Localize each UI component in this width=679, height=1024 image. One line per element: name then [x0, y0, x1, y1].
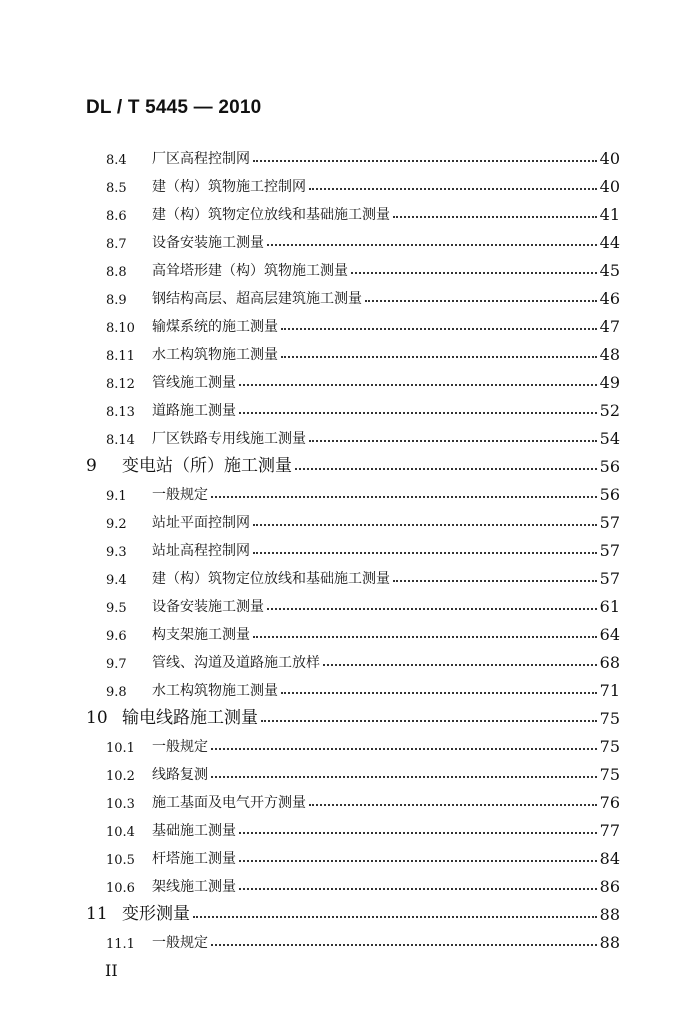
toc-section-entry[interactable]	[86, 756, 620, 784]
toc-entry-title: 管线、沟道及道路施工放样	[152, 655, 320, 671]
toc-section-entry[interactable]	[86, 140, 620, 168]
dot-leader	[239, 888, 597, 890]
toc-section-entry[interactable]	[86, 364, 620, 392]
dot-leader	[253, 160, 597, 162]
toc-entry-page: 40	[599, 149, 620, 168]
toc-section-entry[interactable]	[86, 280, 620, 308]
dot-leader	[309, 188, 597, 190]
toc-entry-number: 10.2	[106, 769, 135, 784]
toc-entry-page: 56	[599, 457, 620, 476]
toc-entry-page: 41	[599, 205, 620, 224]
toc-entry-title: 水工构筑物施工测量	[152, 347, 278, 363]
toc-entry-title: 架线施工测量	[152, 879, 236, 895]
dot-leader	[309, 804, 597, 806]
dot-leader	[193, 916, 597, 918]
toc-entry-title: 输电线路施工测量	[122, 708, 258, 728]
dot-leader	[351, 272, 597, 274]
dot-leader	[239, 384, 597, 386]
toc-entry-page: 75	[599, 737, 620, 756]
toc-entry-title: 一般规定	[152, 935, 208, 951]
dot-leader	[295, 468, 597, 470]
toc-entry-page: 88	[599, 933, 620, 952]
toc-entry-page: 54	[599, 429, 620, 448]
toc-entry-page: 64	[599, 625, 620, 644]
dot-leader	[365, 300, 597, 302]
toc-entry-title: 站址高程控制网	[152, 543, 250, 559]
dot-leader	[281, 328, 597, 330]
toc-entry-number: 10.1	[106, 741, 135, 756]
toc-entry-page: 61	[599, 597, 620, 616]
toc-entry-page: 57	[599, 569, 620, 588]
toc-entry-page: 52	[599, 401, 620, 420]
toc-entry-page: 56	[599, 485, 620, 504]
dot-leader	[211, 496, 597, 498]
dot-leader	[239, 832, 597, 834]
toc-entry-page: 45	[599, 261, 620, 280]
toc-entry-page: 49	[599, 373, 620, 392]
toc-entry-title: 建（构）筑物施工控制网	[152, 179, 306, 195]
toc-entry-number: 8.7	[106, 237, 127, 252]
toc-entry-number: 8.6	[106, 209, 127, 224]
toc-section-entry[interactable]	[86, 420, 620, 448]
toc-entry-number: 8.4	[106, 153, 127, 168]
toc-section-entry[interactable]	[86, 336, 620, 364]
toc-entry-title: 管线施工测量	[152, 375, 236, 391]
toc-entry-title: 高耸塔形建（构）筑物施工测量	[152, 263, 348, 279]
toc-entry-page: 46	[599, 289, 620, 308]
toc-section-entry[interactable]	[86, 616, 620, 644]
dot-leader	[253, 552, 597, 554]
table-of-contents	[86, 140, 620, 952]
toc-entry-title: 线路复测	[152, 767, 208, 783]
toc-entry-title: 施工基面及电气开方测量	[152, 795, 306, 811]
dot-leader	[211, 748, 597, 750]
toc-entry-title: 基础施工测量	[152, 823, 236, 839]
dot-leader	[393, 216, 597, 218]
dot-leader	[281, 356, 597, 358]
toc-entry-number: 8.11	[106, 349, 135, 364]
document-code-header: DL / T 5445 — 2010	[86, 97, 262, 118]
toc-entry-title: 杆塔施工测量	[152, 851, 236, 867]
page-number: II	[105, 961, 118, 980]
dot-leader	[261, 720, 597, 722]
toc-entry-title: 构支架施工测量	[152, 627, 250, 643]
toc-entry-page: 77	[599, 821, 620, 840]
toc-section-entry[interactable]	[86, 532, 620, 560]
toc-entry-number: 9.1	[106, 489, 127, 504]
toc-entry-title: 道路施工测量	[152, 403, 236, 419]
toc-section-entry[interactable]	[86, 588, 620, 616]
toc-section-entry[interactable]	[86, 476, 620, 504]
toc-section-entry[interactable]	[86, 868, 620, 896]
toc-entry-page: 48	[599, 345, 620, 364]
toc-section-entry[interactable]	[86, 812, 620, 840]
toc-entry-page: 84	[599, 849, 620, 868]
dot-leader	[211, 944, 597, 946]
toc-entry-page: 71	[599, 681, 620, 700]
toc-entry-page: 57	[599, 541, 620, 560]
toc-section-entry[interactable]	[86, 252, 620, 280]
toc-entry-number: 9.3	[106, 545, 127, 560]
toc-entry-page: 68	[599, 653, 620, 672]
toc-entry-number: 10.5	[106, 853, 135, 868]
toc-entry-number: 9.6	[106, 629, 127, 644]
toc-entry-number: 8.14	[106, 433, 135, 448]
dot-leader	[211, 776, 597, 778]
dot-leader	[267, 244, 597, 246]
toc-section-entry[interactable]	[86, 308, 620, 336]
toc-entry-number: 11	[86, 904, 108, 924]
toc-entry-page: 40	[599, 177, 620, 196]
toc-entry-page: 88	[599, 905, 620, 924]
toc-entry-number: 9	[86, 456, 97, 476]
toc-section-entry[interactable]	[86, 392, 620, 420]
toc-entry-title: 站址平面控制网	[152, 515, 250, 531]
dot-leader	[253, 636, 597, 638]
toc-entry-page: 75	[599, 709, 620, 728]
toc-entry-number: 10.4	[106, 825, 135, 840]
toc-section-entry[interactable]	[86, 728, 620, 756]
toc-section-entry[interactable]	[86, 672, 620, 700]
toc-section-entry[interactable]	[86, 644, 620, 672]
toc-entry-number: 9.8	[106, 685, 127, 700]
toc-entry-number: 11.1	[106, 937, 135, 952]
toc-section-entry[interactable]	[86, 168, 620, 196]
dot-leader	[267, 608, 597, 610]
toc-entry-title: 一般规定	[152, 739, 208, 755]
toc-entry-number: 10.6	[106, 881, 135, 896]
toc-entry-page: 76	[599, 793, 620, 812]
toc-section-entry[interactable]	[86, 924, 620, 952]
toc-entry-title: 厂区铁路专用线施工测量	[152, 431, 306, 447]
toc-chapter-entry[interactable]	[86, 448, 620, 476]
toc-entry-page: 75	[599, 765, 620, 784]
toc-entry-title: 建（构）筑物定位放线和基础施工测量	[152, 207, 390, 223]
dot-leader	[393, 580, 597, 582]
toc-entry-page: 57	[599, 513, 620, 532]
toc-entry-title: 钢结构高层、超高层建筑施工测量	[152, 291, 362, 307]
toc-section-entry[interactable]	[86, 784, 620, 812]
toc-entry-number: 8.10	[106, 321, 135, 336]
toc-entry-number: 8.12	[106, 377, 135, 392]
toc-entry-number: 9.2	[106, 517, 127, 532]
toc-entry-number: 10.3	[106, 797, 135, 812]
toc-entry-page: 44	[599, 233, 620, 252]
toc-section-entry[interactable]	[86, 504, 620, 532]
toc-chapter-entry[interactable]	[86, 896, 620, 924]
toc-section-entry[interactable]	[86, 560, 620, 588]
toc-entry-number: 9.7	[106, 657, 127, 672]
toc-entry-title: 输煤系统的施工测量	[152, 319, 278, 335]
toc-section-entry[interactable]	[86, 224, 620, 252]
toc-chapter-entry[interactable]	[86, 700, 620, 728]
toc-entry-title: 水工构筑物施工测量	[152, 683, 278, 699]
toc-entry-number: 8.9	[106, 293, 127, 308]
toc-entry-page: 47	[599, 317, 620, 336]
toc-entry-number: 9.4	[106, 573, 127, 588]
dot-leader	[323, 664, 597, 666]
toc-entry-number: 9.5	[106, 601, 127, 616]
toc-entry-number: 10	[86, 708, 108, 728]
toc-entry-number: 8.5	[106, 181, 127, 196]
dot-leader	[239, 412, 597, 414]
toc-entry-title: 设备安装施工测量	[152, 235, 264, 251]
toc-entry-number: 8.8	[106, 265, 127, 280]
dot-leader	[239, 860, 597, 862]
toc-entry-title: 变电站（所）施工测量	[122, 456, 292, 476]
toc-entry-title: 建（构）筑物定位放线和基础施工测量	[152, 571, 390, 587]
toc-entry-title: 设备安装施工测量	[152, 599, 264, 615]
toc-entry-title: 变形测量	[122, 904, 190, 924]
toc-section-entry[interactable]	[86, 196, 620, 224]
toc-entry-number: 8.13	[106, 405, 135, 420]
dot-leader	[309, 440, 597, 442]
toc-entry-title: 厂区高程控制网	[152, 151, 250, 167]
dot-leader	[253, 524, 597, 526]
dot-leader	[281, 692, 597, 694]
toc-entry-page: 86	[599, 877, 620, 896]
toc-section-entry[interactable]	[86, 840, 620, 868]
toc-entry-title: 一般规定	[152, 487, 208, 503]
